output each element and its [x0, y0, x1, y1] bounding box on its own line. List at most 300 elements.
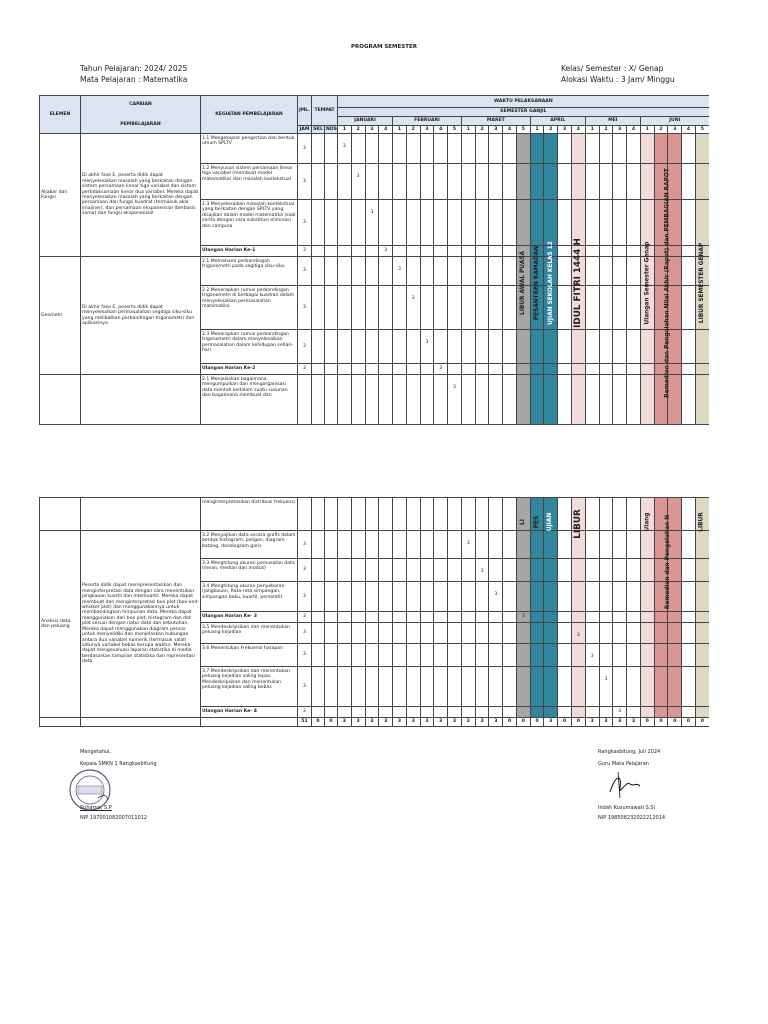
week-cell	[393, 134, 407, 164]
week-cell	[640, 582, 654, 612]
week-cell	[393, 582, 407, 612]
week-number: 4	[503, 126, 517, 134]
week-cell	[420, 612, 434, 623]
jam-value: 3	[298, 667, 312, 707]
week-value: 3	[338, 134, 352, 164]
week-cell	[461, 375, 475, 425]
week-value: 3	[420, 330, 434, 364]
week-cell	[365, 164, 379, 200]
week-cell	[365, 286, 379, 330]
week-cell	[338, 644, 352, 667]
week-cell	[406, 623, 420, 644]
skl-cell	[312, 612, 325, 623]
week-number: 1	[393, 126, 407, 134]
skl-cell	[312, 134, 325, 164]
week-number: 5	[516, 126, 530, 134]
week-cell	[503, 531, 517, 559]
week-number: 2	[599, 126, 613, 134]
week-cell	[393, 246, 407, 257]
week-cell	[420, 644, 434, 667]
kegiatan-text: Ulangan Harian Ke-2	[201, 364, 298, 375]
skl-cell	[312, 257, 325, 286]
week-cell	[599, 612, 613, 623]
week-cell	[338, 667, 352, 707]
week-cell	[338, 707, 352, 718]
week-cell	[585, 257, 599, 286]
week-cell	[338, 375, 352, 425]
week-cell	[613, 330, 627, 364]
element-name: Geometri	[40, 257, 81, 375]
week-cell	[627, 582, 641, 612]
week-cell	[338, 200, 352, 246]
week-cell	[406, 612, 420, 623]
week-cell	[365, 582, 379, 612]
month-header: MARET	[461, 117, 530, 126]
week-cell	[558, 286, 572, 330]
week-cell	[695, 623, 709, 644]
total-value: 0	[668, 718, 682, 727]
table-row	[40, 498, 710, 531]
week-cell	[434, 582, 448, 612]
week-cell	[599, 200, 613, 246]
week-cell	[503, 667, 517, 707]
week-cell	[599, 531, 613, 559]
week-value: 3	[365, 200, 379, 246]
week-cell	[448, 257, 462, 286]
week-cell	[489, 375, 503, 425]
week-cell	[558, 330, 572, 364]
week-cell	[668, 707, 682, 718]
week-cell	[585, 375, 599, 425]
week-cell	[599, 246, 613, 257]
week-cell	[475, 644, 489, 667]
week-cell	[461, 623, 475, 644]
vertical-label-idul	[571, 140, 585, 425]
week-cell	[448, 134, 462, 164]
week-cell	[682, 286, 696, 330]
total-value: 3	[461, 718, 475, 727]
week-cell	[682, 644, 696, 667]
week-value: 3	[406, 286, 420, 330]
week-value: 3	[585, 644, 599, 667]
week-cell	[516, 623, 530, 644]
skl-cell	[312, 164, 325, 200]
totals-row	[40, 718, 710, 727]
week-cell	[448, 200, 462, 246]
week-cell	[448, 246, 462, 257]
nds-cell	[325, 667, 338, 707]
week-cell	[627, 707, 641, 718]
week-cell	[516, 644, 530, 667]
week-cell	[448, 330, 462, 364]
week-cell	[420, 200, 434, 246]
week-cell	[489, 644, 503, 667]
week-cell	[393, 164, 407, 200]
week-cell	[338, 498, 352, 531]
week-cell	[489, 531, 503, 559]
total-value: 3	[585, 718, 599, 727]
week-cell	[365, 623, 379, 644]
vertical-label-text: PES	[533, 515, 540, 529]
week-cell	[448, 364, 462, 375]
total-value: 3	[489, 718, 503, 727]
week-cell	[558, 559, 572, 582]
week-cell	[503, 257, 517, 286]
week-cell	[627, 134, 641, 164]
week-cell	[393, 644, 407, 667]
program-semester-table	[39, 95, 709, 425]
week-cell	[613, 667, 627, 707]
skl-cell	[312, 559, 325, 582]
jam-value: 3	[298, 531, 312, 559]
week-cell	[489, 612, 503, 623]
skl-cell	[312, 498, 325, 531]
week-number: 1	[461, 126, 475, 134]
week-cell	[365, 246, 379, 257]
week-value: 3	[434, 364, 448, 375]
week-cell	[682, 667, 696, 707]
sign-left-mengetahui: Mengetahui,	[80, 749, 112, 755]
week-cell	[640, 667, 654, 707]
vertical-label-ulangan-smt	[640, 140, 654, 425]
week-cell	[682, 707, 696, 718]
week-cell	[558, 644, 572, 667]
week-cell	[627, 246, 641, 257]
jam-value: 3	[298, 257, 312, 286]
capaian-text	[81, 498, 201, 531]
week-cell	[393, 559, 407, 582]
nds-cell	[325, 707, 338, 718]
week-cell	[393, 330, 407, 364]
header-capaian	[81, 96, 201, 134]
week-cell	[406, 531, 420, 559]
week-cell	[365, 707, 379, 718]
week-cell	[613, 246, 627, 257]
week-cell	[627, 667, 641, 707]
week-cell	[695, 707, 709, 718]
total-value: 0	[503, 718, 517, 727]
vertical-label-ujian	[544, 497, 558, 557]
element-name: Aljabar dan Fungsi	[40, 134, 81, 257]
week-cell	[558, 200, 572, 246]
week-cell	[599, 582, 613, 612]
kegiatan-text: 2.1 Menjelaskan bagaimana mengumpulkan dan mengorganisasi data mentah kedalam suatu susunan dan bagaimana membuat dan	[201, 375, 298, 425]
week-cell	[338, 257, 352, 286]
week-cell	[585, 246, 599, 257]
week-cell	[434, 164, 448, 200]
nds-cell	[325, 164, 338, 200]
table-row	[40, 375, 710, 425]
week-cell	[544, 612, 558, 623]
week-cell	[393, 667, 407, 707]
week-cell	[503, 200, 517, 246]
week-cell	[599, 375, 613, 425]
month-header: APRIL	[530, 117, 585, 126]
element-name	[40, 498, 81, 531]
week-cell	[393, 612, 407, 623]
week-cell	[613, 559, 627, 582]
kegiatan-text: Ulangan Harian Ke- 4	[201, 707, 298, 718]
week-cell	[599, 134, 613, 164]
week-cell	[420, 364, 434, 375]
total-value: 0	[325, 718, 338, 727]
vertical-label-text: UJIAN	[547, 512, 554, 532]
skl-cell	[312, 330, 325, 364]
week-cell	[503, 498, 517, 531]
kegiatan-text: 2.1 Memahami perbandingan trigonometri pada segitiga siku-siku	[201, 257, 298, 286]
week-cell	[682, 559, 696, 582]
week-number: 3	[365, 126, 379, 134]
week-cell	[599, 257, 613, 286]
week-cell	[393, 623, 407, 644]
vertical-label-text: LI	[519, 519, 526, 525]
sign-left-title: Kepala SMKN 1 Rangkasbitung	[80, 761, 157, 767]
week-cell	[530, 582, 544, 612]
week-cell	[379, 134, 393, 164]
week-cell	[599, 164, 613, 200]
week-cell	[393, 286, 407, 330]
week-cell	[406, 246, 420, 257]
total-value: 3	[351, 718, 365, 727]
week-value: 3	[379, 246, 393, 257]
week-cell	[516, 667, 530, 707]
skl-cell	[312, 531, 325, 559]
week-cell	[406, 559, 420, 582]
week-cell	[351, 612, 365, 623]
header-skl: SKL	[313, 126, 323, 132]
month-header: JUNI	[640, 117, 709, 126]
vertical-label-text: Remedian dan Pengolahan N	[664, 514, 671, 610]
week-cell	[489, 498, 503, 531]
week-cell	[379, 257, 393, 286]
week-number: 2	[475, 126, 489, 134]
week-cell	[585, 164, 599, 200]
vertical-label-libur-puasa	[516, 140, 530, 425]
week-cell	[461, 246, 475, 257]
week-cell	[599, 364, 613, 375]
week-value: 3	[461, 531, 475, 559]
week-cell	[503, 559, 517, 582]
week-cell	[613, 364, 627, 375]
week-cell	[489, 286, 503, 330]
week-cell	[654, 644, 668, 667]
jam-value: 3	[298, 559, 312, 582]
week-cell	[379, 582, 393, 612]
total-value: 0	[695, 718, 709, 727]
week-cell	[530, 612, 544, 623]
week-cell	[379, 330, 393, 364]
week-cell	[627, 531, 641, 559]
week-cell	[585, 667, 599, 707]
week-cell	[475, 257, 489, 286]
week-cell	[613, 200, 627, 246]
week-cell	[475, 707, 489, 718]
week-cell	[475, 286, 489, 330]
week-cell	[558, 375, 572, 425]
week-cell	[640, 644, 654, 667]
week-cell	[668, 644, 682, 667]
week-cell	[613, 375, 627, 425]
week-cell	[682, 164, 696, 200]
week-cell	[682, 531, 696, 559]
skl-cell	[312, 582, 325, 612]
week-cell	[489, 134, 503, 164]
week-cell	[338, 286, 352, 330]
week-cell	[627, 623, 641, 644]
week-cell	[640, 623, 654, 644]
week-cell	[682, 582, 696, 612]
nds-cell	[325, 364, 338, 375]
week-cell	[544, 582, 558, 612]
week-cell	[585, 134, 599, 164]
week-cell	[585, 286, 599, 330]
week-cell	[599, 623, 613, 644]
week-cell	[351, 531, 365, 559]
week-cell	[503, 623, 517, 644]
week-cell	[503, 330, 517, 364]
week-cell	[503, 364, 517, 375]
week-cell	[613, 164, 627, 200]
week-cell	[558, 134, 572, 164]
week-cell	[489, 164, 503, 200]
skl-cell	[312, 364, 325, 375]
week-cell	[682, 364, 696, 375]
vertical-label-text: UJIAN SEKOLAH KELAS 12	[547, 240, 554, 325]
total-value: 3	[420, 718, 434, 727]
week-cell	[585, 498, 599, 531]
week-cell	[572, 667, 586, 707]
week-cell	[379, 531, 393, 559]
week-cell	[516, 559, 530, 582]
week-cell	[379, 623, 393, 644]
week-cell	[613, 623, 627, 644]
week-cell	[627, 375, 641, 425]
kegiatan-text: Ulangan Harian Ke-1	[201, 246, 298, 257]
week-cell	[516, 582, 530, 612]
week-cell	[406, 200, 420, 246]
header-jml: JML.	[298, 96, 312, 126]
vertical-label-text: Ulang	[643, 512, 650, 532]
nds-cell	[325, 375, 338, 425]
week-cell	[599, 707, 613, 718]
total-value: 0	[312, 718, 325, 727]
week-cell	[613, 644, 627, 667]
table-top-section	[39, 95, 709, 425]
week-cell	[558, 623, 572, 644]
week-number: 4	[379, 126, 393, 134]
jam-value: 3	[298, 582, 312, 612]
week-cell	[585, 707, 599, 718]
week-cell	[489, 364, 503, 375]
week-cell	[338, 246, 352, 257]
week-cell	[434, 498, 448, 531]
week-cell	[627, 257, 641, 286]
kegiatan-text: 3.4 Menghitung ukuran penyebaran (jangkauan, Rata-rata simpangan, simpangan baku, kuartil, persentil)	[201, 582, 298, 612]
week-value: 3	[351, 164, 365, 200]
week-cell	[627, 164, 641, 200]
week-cell	[599, 644, 613, 667]
week-cell	[558, 582, 572, 612]
week-cell	[434, 375, 448, 425]
vertical-label-idul	[571, 497, 585, 557]
vertical-label-text: Remedian dan Pengolahan Nilai Akhir (Rapot) dan PEMBAGIAN RAPOT	[664, 167, 671, 398]
week-cell	[365, 667, 379, 707]
week-cell	[351, 246, 365, 257]
kegiatan-text: 2.2 Menerapkan rumus perbandingan trigonometri di berbagai kuadran dalam menyelesaikan permasalahan matematika	[201, 286, 298, 330]
week-cell	[475, 164, 489, 200]
week-cell	[544, 644, 558, 667]
week-number: 1	[640, 126, 654, 134]
week-cell	[379, 164, 393, 200]
vertical-label-text: LIBUR AWAL PUASA	[519, 250, 526, 315]
week-cell	[489, 330, 503, 364]
week-cell	[379, 364, 393, 375]
kegiatan-text: 3.3 Menghitung ukuran pemusatan data (mean, median dan modus)	[201, 559, 298, 582]
week-cell	[338, 559, 352, 582]
table-row	[40, 257, 710, 286]
week-cell	[558, 667, 572, 707]
week-cell	[420, 246, 434, 257]
table-bottom-section	[39, 497, 709, 738]
capaian-text: Peserta didik dapat merepresentasikan dan menginterpretasi data dengan cara menentukan jangkauan kuartil dan interkuartil. Mereka dapat membuat dan menginterpretasi box plot (box-and-whisker plot) dan menggunakannya untuk membandingkan himpunan data. Mereka dapat menggunakan dari box plot, histogram dan dot plot sesuai dengan natur data dan kebutuhan. Mereka dapat menggunakan diagram pencar untuk menyelidiki dan menjelaskan hubungan antara dua variabel numerik (termasuk salah satunya variabel bebas berupa waktu). Mereka dapat mengevaluasi laporan statistika di media berdasarkan tampilan statistika dan representasi data.	[81, 531, 201, 718]
week-cell	[420, 375, 434, 425]
week-cell	[338, 531, 352, 559]
total-value: 3	[393, 718, 407, 727]
week-cell	[420, 498, 434, 531]
week-cell	[351, 257, 365, 286]
week-cell	[351, 582, 365, 612]
week-cell	[351, 330, 365, 364]
nds-cell	[325, 559, 338, 582]
nds-cell	[325, 531, 338, 559]
week-cell	[503, 612, 517, 623]
week-cell	[530, 644, 544, 667]
week-cell	[393, 707, 407, 718]
week-cell	[448, 644, 462, 667]
nds-cell	[325, 246, 338, 257]
week-cell	[448, 559, 462, 582]
vertical-label-text: Ulangan Semester Genap	[644, 241, 650, 324]
week-cell	[461, 134, 475, 164]
week-cell	[503, 707, 517, 718]
week-cell	[351, 707, 365, 718]
kegiatan-text: 3.7 Mendeskripsikan dan menentukan peluang kejadian saling lepas, Mendeskripsikan dan menentukan peluang kejadian saling bebas	[201, 667, 298, 707]
week-cell	[434, 257, 448, 286]
week-cell	[379, 286, 393, 330]
skl-cell	[312, 200, 325, 246]
week-cell	[379, 667, 393, 707]
week-cell	[682, 330, 696, 364]
week-cell	[351, 644, 365, 667]
week-cell	[475, 134, 489, 164]
nds-cell	[325, 200, 338, 246]
week-cell	[434, 559, 448, 582]
vertical-label-remedian	[654, 140, 682, 425]
week-cell	[379, 559, 393, 582]
week-cell	[544, 559, 558, 582]
week-cell	[489, 559, 503, 582]
week-number: 2	[351, 126, 365, 134]
vertical-label-text: PESANTREN RAMADAN	[533, 245, 540, 320]
week-value: 3	[393, 257, 407, 286]
week-cell	[461, 707, 475, 718]
week-cell	[351, 667, 365, 707]
month-header: FEBRUARI	[393, 117, 462, 126]
week-cell	[393, 200, 407, 246]
sign-right-nip: NIP 198508232022212014	[598, 815, 666, 821]
table-row	[40, 134, 710, 164]
week-cell	[530, 623, 544, 644]
